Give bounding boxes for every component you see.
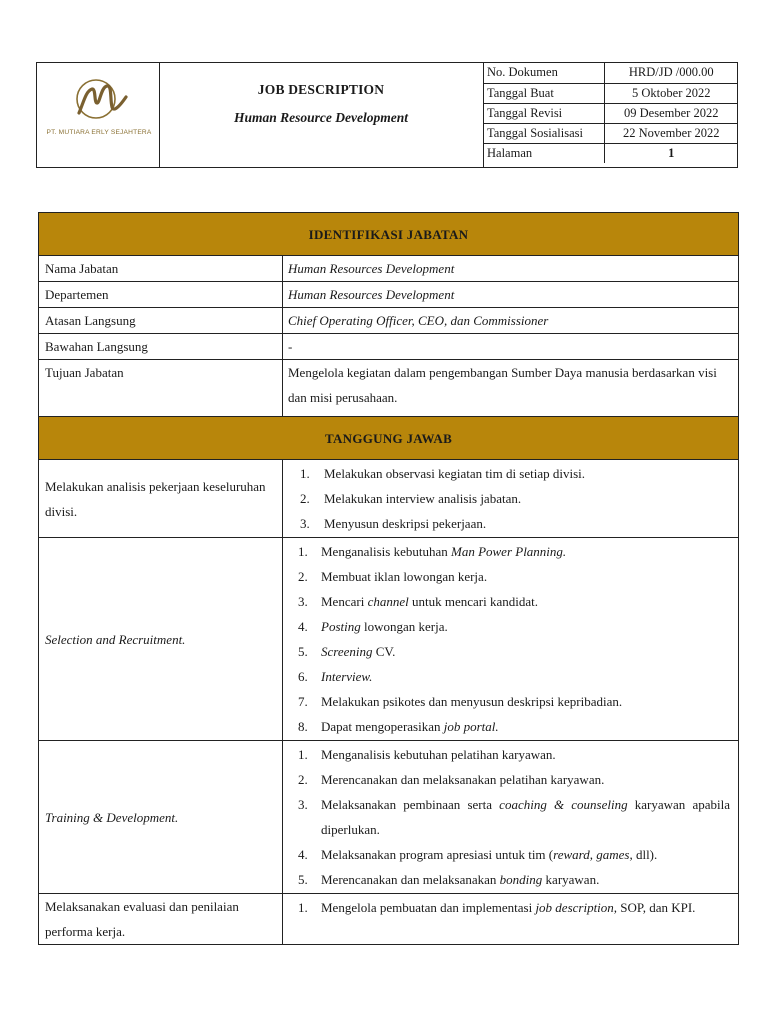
- group-items: [283, 538, 739, 741]
- row-value: Mengelola kegiatan dalam pengembangan Sumber Daya manusia berdasarkan visi dan misi perusahaan.: [283, 360, 739, 417]
- section-title: IDENTIFIKASI JABATAN: [39, 213, 739, 256]
- table-row: [39, 538, 739, 741]
- meta-row: [483, 103, 738, 123]
- meta-value: 1: [668, 145, 675, 160]
- list-item: 5. Merencanakan dan melaksanakan bonding karyawan.: [298, 872, 600, 887]
- logo-cell: [37, 63, 160, 167]
- meta-row: [483, 143, 738, 163]
- meta-label: No. Dokumen: [483, 63, 604, 83]
- table-row: [39, 741, 739, 894]
- section-header-tanggung-jawab: [39, 417, 739, 460]
- meta-label: Tanggal Sosialisasi: [483, 123, 604, 143]
- list-item: 8. Dapat mengoperasikan job portal.: [298, 719, 499, 734]
- meta-value: 5 Oktober 2022: [604, 83, 738, 103]
- list-item: 1. Melakukan observasi kegiatan tim di setiap divisi.: [300, 466, 586, 481]
- meta-value: 22 November 2022: [604, 123, 738, 143]
- document-meta-table: [483, 63, 738, 163]
- meta-value: 09 Desember 2022: [604, 103, 738, 123]
- list-item: 6. Interview.: [298, 669, 373, 684]
- list-item: 1. Mengelola pembuatan dan implementasi job description, SOP, dan KPI.: [298, 900, 696, 915]
- duty-list: [284, 742, 737, 892]
- job-description-table: [38, 212, 739, 945]
- section-title: TANGGUNG JAWAB: [39, 417, 739, 460]
- row-label: Atasan Langsung: [39, 308, 283, 334]
- list-item: 3. Menyusun deskripsi pekerjaan.: [300, 516, 487, 531]
- meta-label: Halaman: [483, 143, 604, 163]
- duty-list: [284, 895, 737, 920]
- row-value: -: [283, 334, 739, 360]
- title-cell: [159, 63, 484, 167]
- list-item: 5. Screening CV.: [298, 644, 396, 659]
- table-row: [39, 334, 739, 360]
- group-label: Melaksanakan evaluasi dan penilaian performa kerja.: [39, 894, 283, 945]
- list-item: 3. Melaksanakan pembinaan serta coaching & counseling karyawan apabila diperlukan.: [298, 797, 731, 837]
- list-item: 2. Membuat iklan lowongan kerja.: [298, 569, 488, 584]
- list-item: 1. Menganalisis kebutuhan Man Power Planning.: [298, 544, 567, 559]
- duty-list: [284, 539, 737, 739]
- m-swoosh-logo-icon: [70, 77, 128, 125]
- row-value: Human Resources Development: [283, 282, 739, 308]
- list-item: 2. Melakukan interview analisis jabatan.: [300, 491, 522, 506]
- group-label: Training & Development.: [39, 741, 283, 894]
- meta-label: Tanggal Buat: [483, 83, 604, 103]
- row-label: Tujuan Jabatan: [39, 360, 283, 417]
- document-title: JOB DESCRIPTION: [257, 82, 385, 97]
- list-item: 1. Menganalisis kebutuhan pelatihan karyawan.: [298, 747, 556, 762]
- meta-label: Tanggal Revisi: [483, 103, 604, 123]
- meta-row: [483, 123, 738, 143]
- row-label: Bawahan Langsung: [39, 334, 283, 360]
- table-row: [39, 308, 739, 334]
- group-items: [283, 460, 739, 538]
- group-items: [283, 894, 739, 945]
- group-label: Selection and Recruitment.: [39, 538, 283, 741]
- meta-row: [483, 63, 738, 83]
- table-row: [39, 460, 739, 538]
- row-label: Departemen: [39, 282, 283, 308]
- document-header: [36, 62, 738, 168]
- row-value: Chief Operating Officer, CEO, dan Commissioner: [283, 308, 739, 334]
- list-item: 4. Melaksanakan program apresiasi untuk tim (reward, games, dll).: [298, 847, 658, 862]
- duty-list: [284, 461, 737, 536]
- document-subtitle: Human Resource Development: [234, 110, 408, 125]
- table-row: [39, 256, 739, 282]
- list-item: 4. Posting lowongan kerja.: [298, 619, 448, 634]
- meta-value: HRD/JD /000.00: [604, 63, 738, 83]
- group-label: Melakukan analisis pekerjaan keseluruhan divisi.: [39, 460, 283, 538]
- list-item: 7. Melakukan psikotes dan menyusun deskripsi kepribadian.: [298, 694, 623, 709]
- list-item: 2. Merencanakan dan melaksanakan pelatihan karyawan.: [298, 772, 605, 787]
- group-items: [283, 741, 739, 894]
- table-row: [39, 282, 739, 308]
- table-row: [39, 894, 739, 945]
- section-header-identifikasi: [39, 213, 739, 256]
- meta-row: [483, 83, 738, 103]
- row-value: Human Resources Development: [283, 256, 739, 282]
- table-row: [39, 360, 739, 417]
- list-item: 3. Mencari channel untuk mencari kandidat.: [298, 594, 538, 609]
- row-label: Nama Jabatan: [39, 256, 283, 282]
- company-name: PT. MUTIARA ERLY SEJAHTERA: [46, 129, 152, 136]
